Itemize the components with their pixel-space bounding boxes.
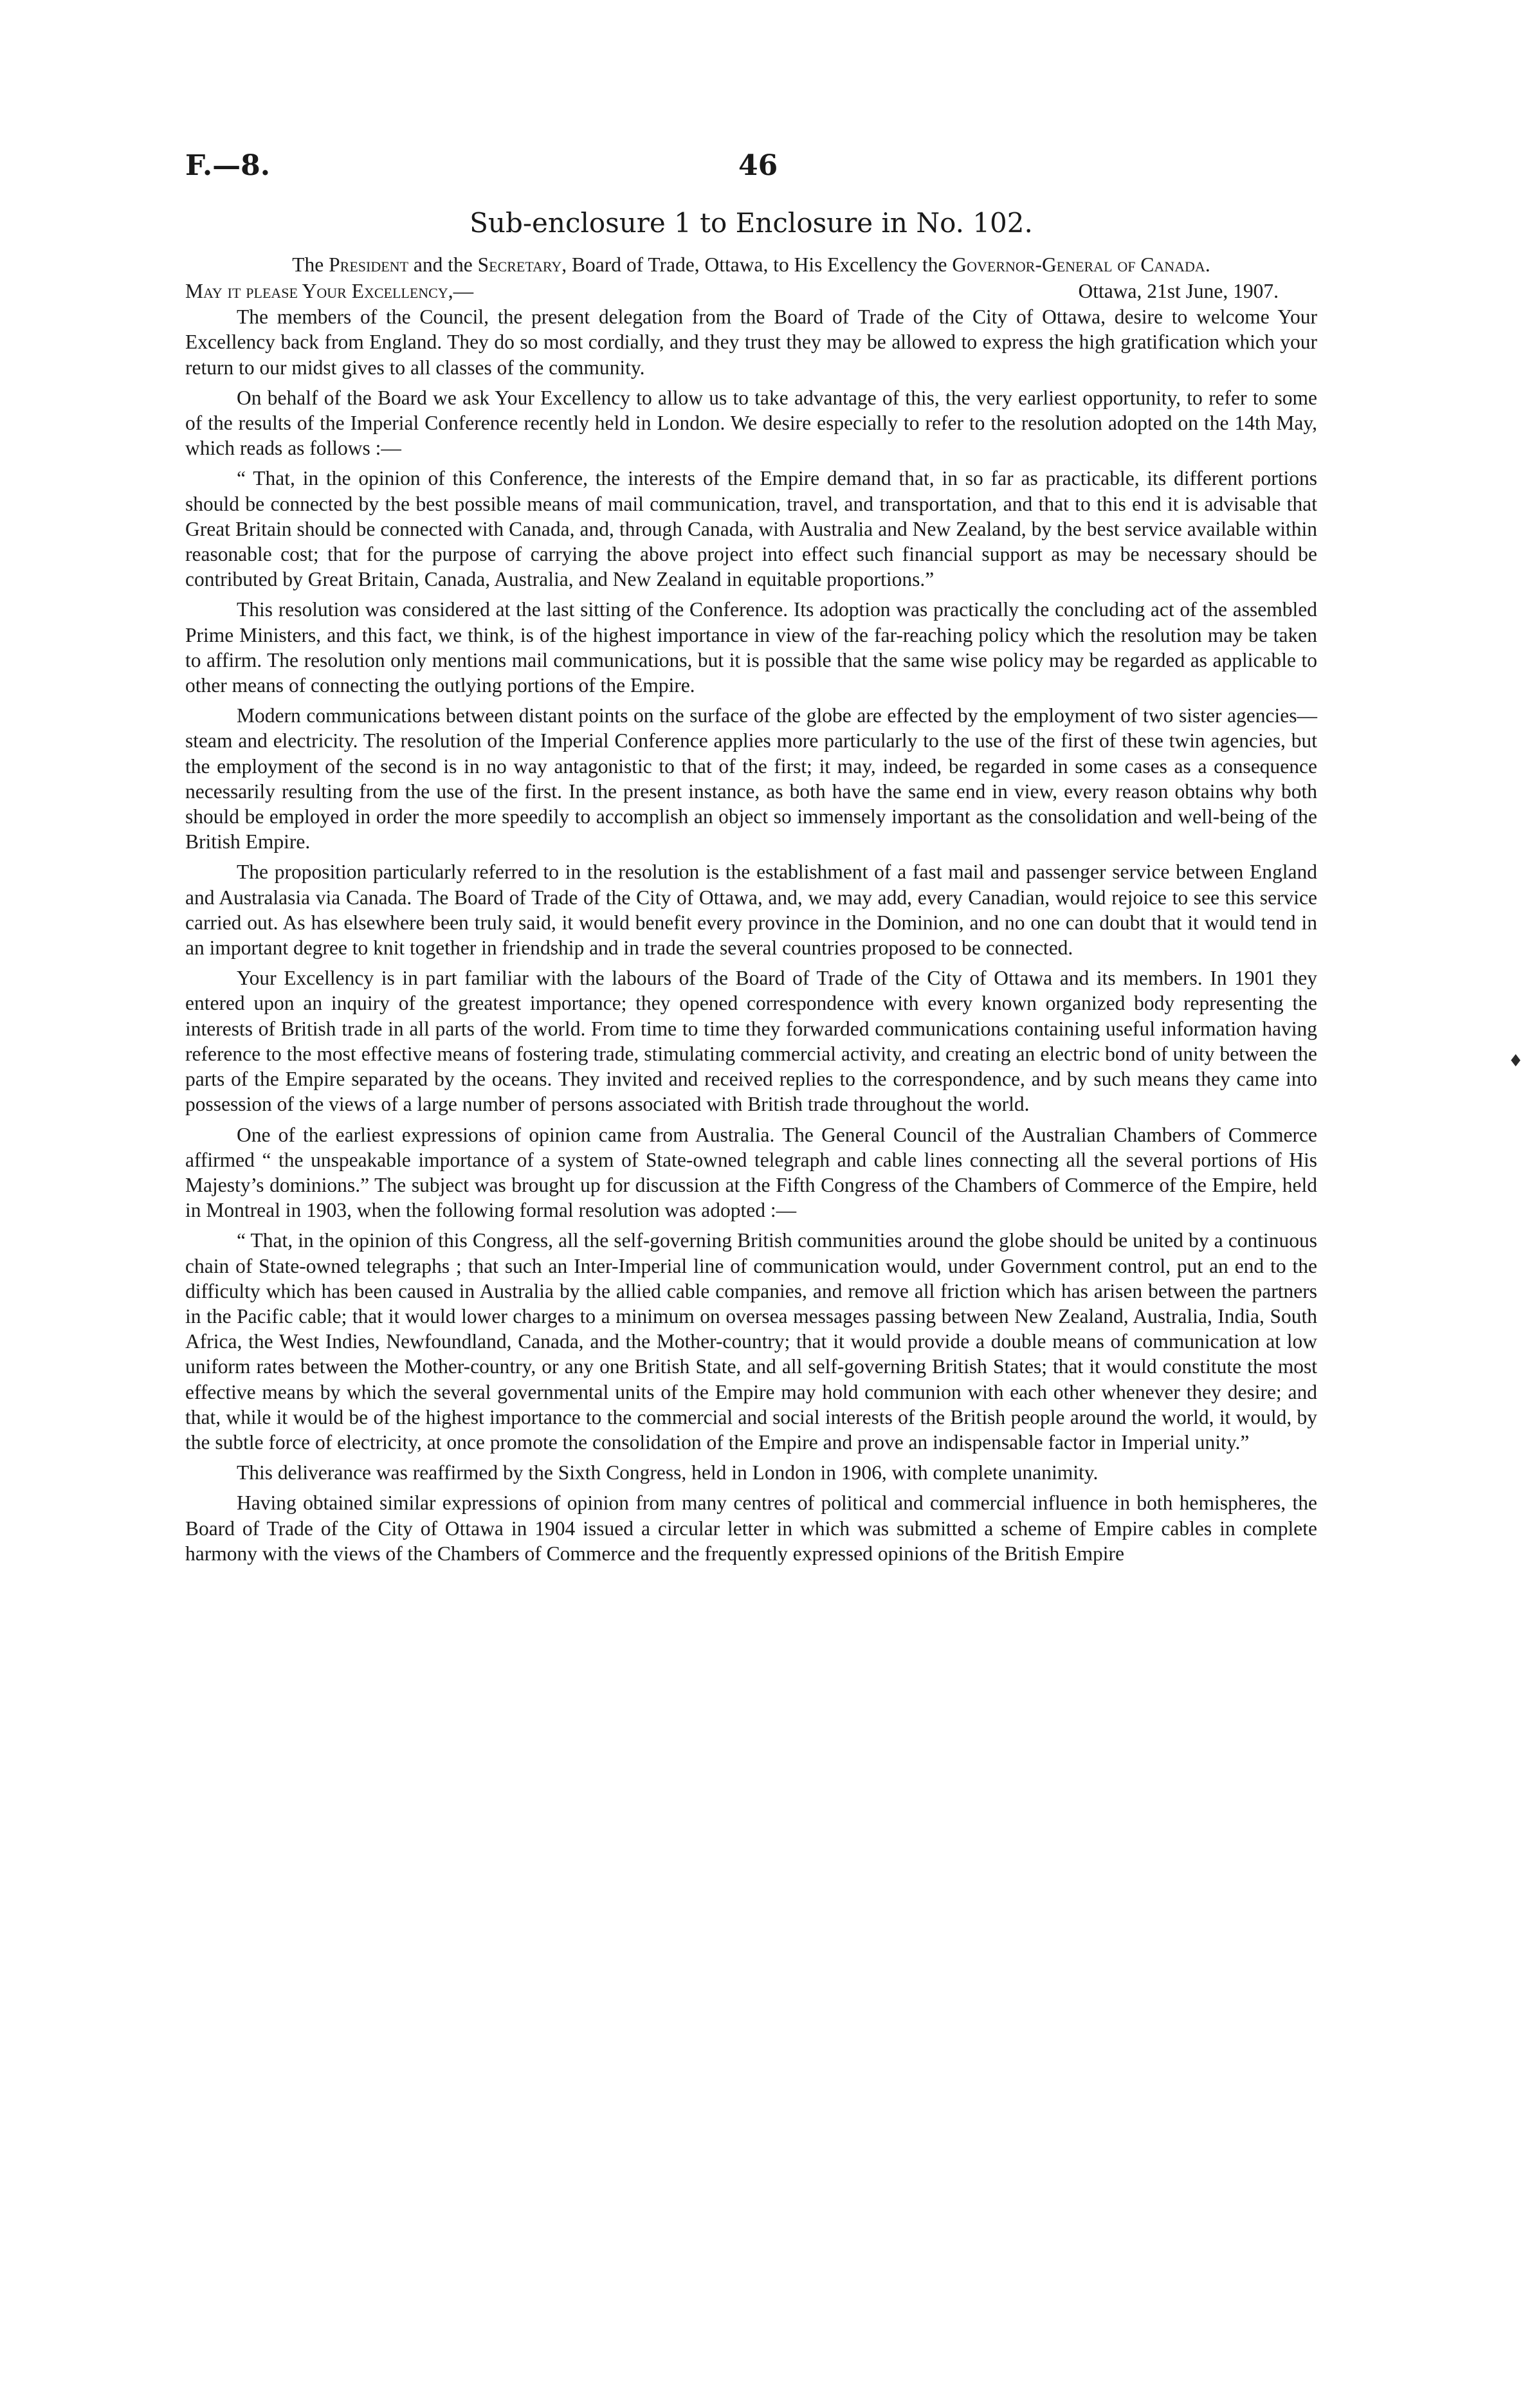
paragraph: This resolution was considered at the last sitting of the Conference. Its adoption was practically the concluding act of the assembled Prime Ministers, and this fact, we think, is of the highest importance in view of the far-reaching policy which the resolution may be taken to affirm. The resolution only mentions mail communications, but it is possible that the same wise policy may be regarded as applicable to other means of connecting the outlying portions of the Empire. <box>185 598 1317 697</box>
page-title: Sub-enclosure 1 to Enclosure in No. 102. <box>470 207 1033 239</box>
addressee-secretary: Secretary <box>477 253 562 276</box>
addressee-pre: The <box>292 253 329 276</box>
paragraph: One of the earliest expressions of opinion came from Australia. The General Council of the Australian Chambers of Commerce affirmed “ the unspeakable importance of a system of State-owned telegraph and cable lines connecting all the several portions of His Majesty’s dominions.” The subject was brought up for discussion at the Fifth Congress of the Chambers of Commerce of the Empire, held in Montreal in 1903, when the following formal resolution was adopted :— <box>185 1123 1317 1222</box>
salutation-line <box>185 278 1317 304</box>
paragraph: The members of the Council, the present delegation from the Board of Trade of the City of Ottawa, desire to welcome Your Excellency back from England. They do so most cordially, and they trust they may be allowed to express the high gratification which your return to our midst gives to all classes of the community. <box>185 306 1317 379</box>
addressee-president: President <box>329 253 409 276</box>
margin-mark: ♦ <box>1508 1052 1523 1071</box>
addressee-mid1: and the <box>408 253 478 276</box>
paragraph: This deliverance was reaffirmed by the Sixth Congress, held in London in 1906, with complete unanimity. <box>237 1461 1099 1484</box>
addressee-mid2: , Board of Trade, Ottawa, to His Excellency the <box>561 253 953 276</box>
paragraph: The proposition particularly referred to in the resolution is the establishment of a fast mail and passenger service between England and Australasia via Canada. The Board of Trade of the City of Ottawa, and, we may add, every Canadian, would rejoice to see this service carried out. As has elsewhere been truly said, it would benefit every province in the Dominion, and no one can doubt that it would tend in an important degree to knit together in friendship and in trade the several countries proposed to be connected. <box>185 861 1317 960</box>
quoted-resolution: “ That, in the opinion of this Conference, the interests of the Empire demand that, in so far as practicable, its different portions should be connected by the best possible means of mail communication, travel, and transportation, and that to this end it is advisable that Great Britain should be connected with Canada, and, through Canada, with Australia and New Zealand, by the best service available within reasonable cost; that for the purpose of carrying the above project into effect such financial support as may be necessary should be contributed by Great Britain, Canada, Australia, and New Zealand in equitable proportions.” <box>185 467 1317 591</box>
addressee-governor: Governor-General of Canada <box>952 253 1205 276</box>
letter-date: Ottawa, 21st June, 1907. <box>1078 280 1279 303</box>
letter-body <box>185 252 1317 1571</box>
paragraph: Modern communications between distant points on the surface of the globe are effected by the employment of two sister agencies—steam and electricity. The resolution of the Imperial Conference applies more particularly to the use of the first of these twin agencies, but the employment of the second is in no way antagonistic to that of the first; it may, indeed, be regarded in some cases as a consequence necessarily resulting from the use of the first. In the present instance, as both have the same end in view, every reason obtains why both should be employed in order the more speedily to accomplish an object so immensely important as the consolidation and well-being of the British Empire. <box>185 704 1317 853</box>
page-header <box>185 149 1317 188</box>
paragraph: On behalf of the Board we ask Your Excellency to allow us to take advantage of this, the very earliest opportunity, to refer to some of the results of the Imperial Conference recently held in London. We desire especially to refer to the resolution adopted on the 14th May, which reads as follows :— <box>185 386 1317 460</box>
page-number: 46 <box>738 149 778 182</box>
quoted-resolution: “ That, in the opinion of this Congress, all the self-governing British communities around the globe should be united by a continuous chain of State-owned telegraphs ; that such an Inter-Imperial line of communication would, under Government control, put an end to the difficulty which has been caused in Australia by the allied cable companies, and remove all friction which has arisen between the partners in the Pacific cable; that it would lower charges to a minimum on oversea messages passing between New Zealand, Australia, India, South Africa, the West Indies, Newfoundland, Canada, and the Mother-country; that it would provide a double means of communication at low uniform rates between the Mother-country, or any one British State, and all self-governing British States; that it would constitute the most effective means by which the several governmental units of the Empire may hold communion with each other whenever they desire; and that, while it would be of the highest importance to the commercial and social interests of the British people around the world, it would, by the subtle force of electricity, at once promote the consolidation of the Empire and prove an indispensable factor in Imperial unity.” <box>185 1229 1317 1454</box>
addressee-end: . <box>1205 253 1210 276</box>
paragraph: Your Excellency is in part familiar with the labours of the Board of Trade of the City of Ottawa and its members. In 1901 they entered upon an inquiry of the greatest importance; they opened correspondence with every known organized body representing the interests of British trade in all parts of the world. From time to time they forwarded communications containing useful information having reference to the most effective means of fostering trade, stimulating commercial activity, and creating an electric bond of unity between the parts of the Empire separated by the oceans. They invited and received replies to the correspondence, and by such means they came into possession of the views of a large number of persons associated with British trade throughout the world. <box>185 967 1317 1116</box>
document-reference: F.—8. <box>185 149 271 182</box>
addressee-line <box>185 252 1317 277</box>
salutation: May it please Your Excellency,— <box>185 280 474 303</box>
paragraph: Having obtained similar expressions of opinion from many centres of political and commercial influence in both hemispheres, the Board of Trade of the City of Ottawa in 1904 issued a circular letter in which was submitted a scheme of Empire cables in complete harmony with the views of the Chambers of Commerce and the frequently expressed opinions of the British Empire <box>185 1491 1317 1565</box>
